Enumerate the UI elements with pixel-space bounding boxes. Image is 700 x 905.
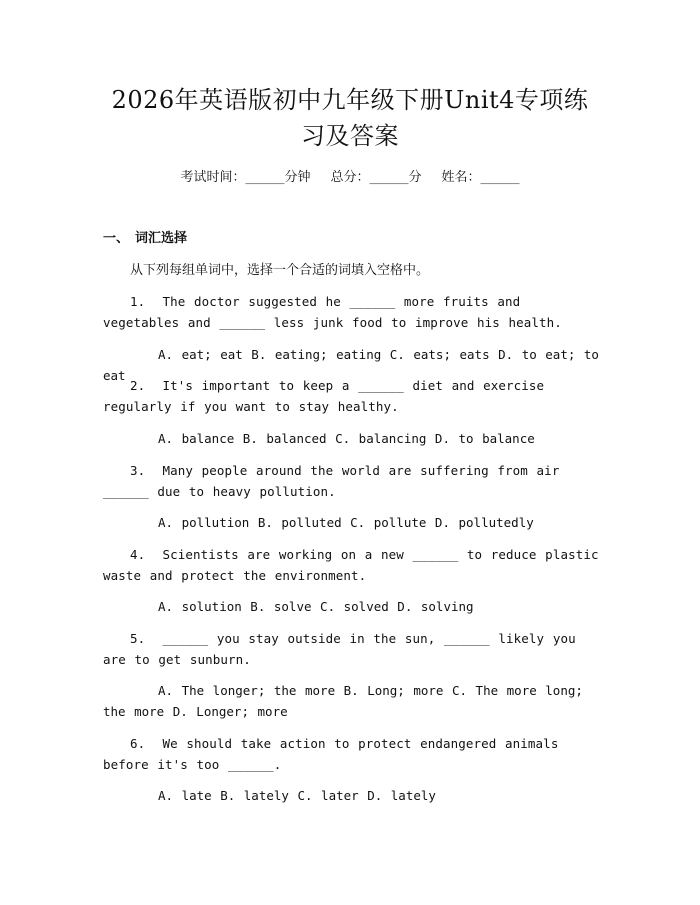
question-6	[103, 733, 603, 775]
question-text: Many people around the world are suffering from air ______ due to heavy pollution.	[103, 463, 560, 499]
question-5-options: A. The longer; the more B. Long; more C. The more long; the more D. Longer; more	[103, 683, 583, 719]
question-1	[103, 291, 603, 333]
question-text: The doctor suggested he ______ more fruits and vegetables and ______ less junk food to improve his health.	[103, 294, 562, 330]
question-number: 1.	[130, 294, 146, 309]
section-title: 词汇选择	[135, 231, 188, 246]
question-number: 6.	[130, 736, 146, 751]
question-3	[103, 460, 603, 502]
question-number: 3.	[130, 463, 146, 478]
question-3-options: A. pollution B. polluted C. pollute D. pollutedly	[158, 515, 534, 530]
question-text: Scientists are working on a new ______ to reduce plastic waste and protect the environment.	[103, 547, 599, 583]
exam-time: 考试时间：______分钟	[180, 170, 311, 185]
student-name-field: 姓名：______	[441, 170, 520, 185]
total-score: 总分：______分	[330, 170, 422, 185]
document-title-line-1: 2026年英语版初中九年级下册Unit4专项练	[111, 86, 589, 114]
question-4-options: A. solution B. solve C. solved D. solving	[158, 599, 474, 614]
question-number: 2.	[130, 378, 146, 393]
question-2	[103, 375, 603, 417]
document-title-line-2: 习及答案	[301, 122, 399, 150]
question-text: ______ you stay outside in the sun, ______ likely you are to get sunburn.	[103, 631, 576, 667]
question-4	[103, 544, 603, 586]
question-6-options: A. late B. lately C. later D. lately	[158, 788, 436, 803]
question-number: 4.	[130, 547, 146, 562]
question-number: 5.	[130, 631, 146, 646]
question-2-options: A. balance B. balanced C. balancing D. to balance	[158, 431, 535, 446]
question-1-options: A. eat; eat B. eating; eating C. eats; eats D. to eat; to eat	[103, 347, 599, 383]
question-text: We should take action to protect endangered animals before it's too ______.	[103, 736, 559, 772]
question-5	[103, 628, 603, 670]
exam-info	[0, 168, 700, 188]
section-number: 一、	[103, 231, 130, 246]
section-instruction: 从下列每组单词中，选择一个合适的词填入空格中。	[130, 263, 430, 278]
section-heading	[103, 229, 187, 249]
question-text: It's important to keep a ______ diet and exercise regularly if you want to stay healthy.	[103, 378, 545, 414]
